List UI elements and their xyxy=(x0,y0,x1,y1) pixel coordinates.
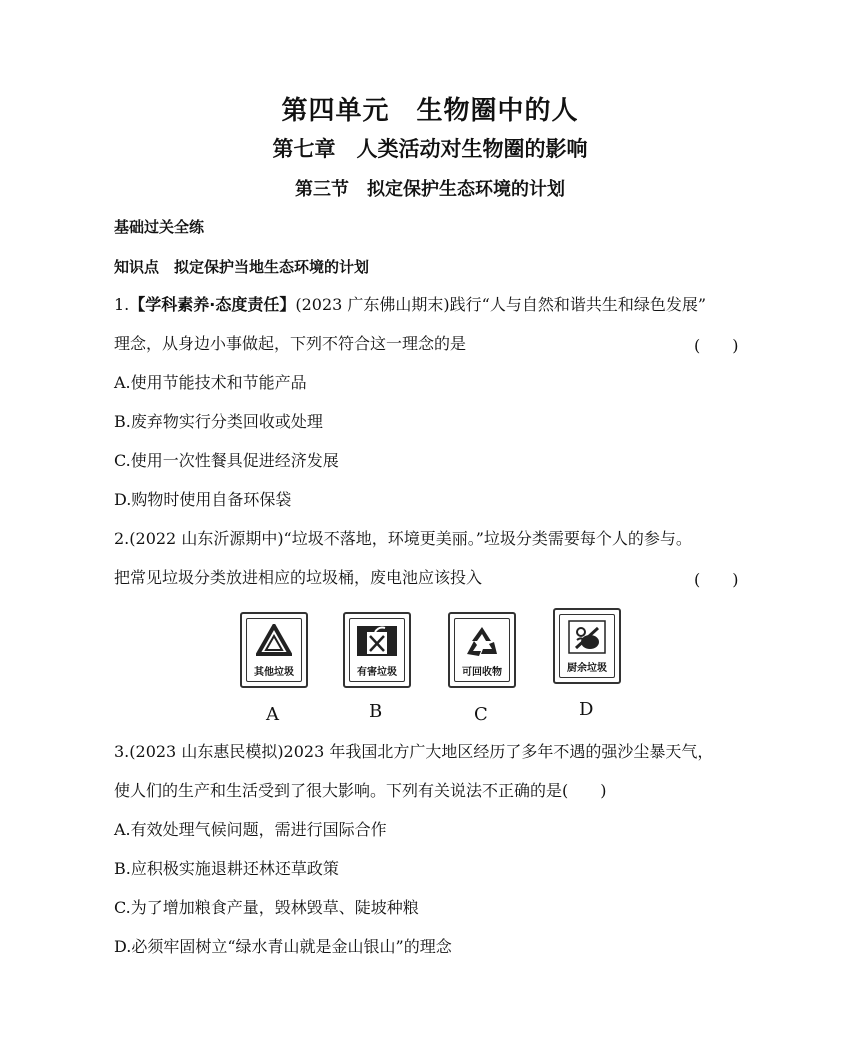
bin-label: 厨余垃圾 xyxy=(567,663,607,674)
chapter-title: 第七章 人类活动对生物圈的影响 xyxy=(272,137,588,161)
practice-heading: 基础过关全练 xyxy=(114,218,205,236)
question-1-tag: 【学科素养·态度责任】 xyxy=(129,295,296,314)
question-3-option-a: A.有效处理气候问题，需进行国际合作 xyxy=(114,820,387,839)
question-1-source: (2023 广东佛山期末)践行“人与自然和谐共生和绿色发展” xyxy=(295,295,707,314)
knowledge-point-heading: 知识点 拟定保护当地生态环境的计划 xyxy=(114,258,370,276)
section-title: 第三节 拟定保护生态环境的计划 xyxy=(295,179,565,200)
question-2-answer-blank: ( ) xyxy=(694,570,739,589)
question-3-line-2: 使人们的生产和生活受到了很大影响。下列有关说法不正确的是( ) xyxy=(114,781,607,800)
question-1-option-d: D.购物时使用自备环保袋 xyxy=(114,490,292,509)
question-1-line-1 xyxy=(114,294,706,316)
bin-letter-a: A xyxy=(266,704,279,725)
bin-hazardous-waste xyxy=(343,612,411,688)
bin-other-waste xyxy=(240,612,308,688)
bin-recyclable xyxy=(448,612,516,688)
hazardous-waste-icon xyxy=(355,624,399,658)
question-1-option-b: B.废弃物实行分类回收或处理 xyxy=(114,412,323,431)
bin-label: 有害垃圾 xyxy=(357,667,397,678)
question-3-option-b: B.应积极实施退耕还林还草政策 xyxy=(114,859,339,878)
recycle-triangle-icon xyxy=(256,624,292,658)
bin-letter-b: B xyxy=(369,701,383,722)
question-2-line-1: 2.(2022 山东沂源期中)“垃圾不落地，环境更美丽。”垃圾分类需要每个人的参与。 xyxy=(114,529,692,548)
unit-title: 第四单元 生物圈中的人 xyxy=(281,96,579,126)
question-2-line-2: 把常见垃圾分类放进相应的垃圾桶，废电池应该投入 xyxy=(114,568,483,587)
bin-letter-d: D xyxy=(579,699,594,720)
question-1-option-a: A.使用节能技术和节能产品 xyxy=(114,373,307,392)
bin-letter-c: C xyxy=(474,704,488,725)
recycle-arrows-icon xyxy=(463,624,501,658)
food-waste-icon xyxy=(568,620,606,654)
question-1-answer-blank: ( ) xyxy=(694,336,739,355)
bin-food-waste xyxy=(553,608,621,684)
question-1-option-c: C.使用一次性餐具促进经济发展 xyxy=(114,451,339,470)
question-1-number: 1. xyxy=(114,295,130,314)
question-3-option-c: C.为了增加粮食产量，毁林毁草、陡坡种粮 xyxy=(114,898,419,917)
question-3-line-1: 3.(2023 山东惠民模拟)2023 年我国北方广大地区经历了多年不遇的强沙尘暴天气， xyxy=(114,742,714,761)
question-1-line-2: 理念，从身边小事做起，下列不符合这一理念的是 xyxy=(114,334,467,353)
bin-label: 可回收物 xyxy=(462,667,502,678)
bin-label: 其他垃圾 xyxy=(254,667,294,678)
question-3-option-d: D.必须牢固树立“绿水青山就是金山银山”的理念 xyxy=(114,937,452,956)
